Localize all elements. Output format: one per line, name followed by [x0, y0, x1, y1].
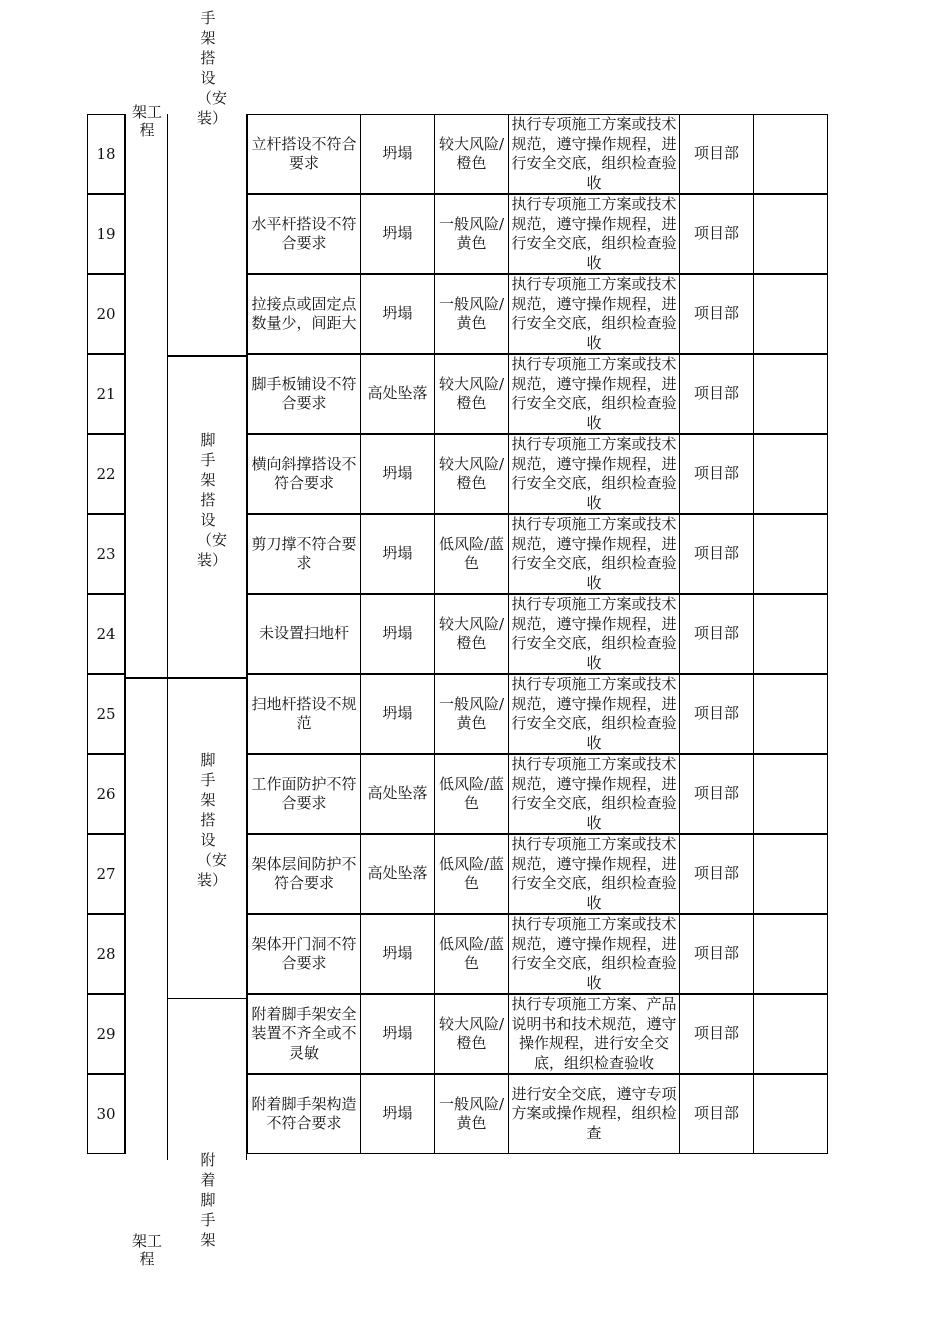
remark-cell: [754, 354, 828, 434]
row-number: 25: [88, 674, 126, 754]
row-number: 23: [88, 514, 126, 594]
row-number-row: [88, 354, 126, 434]
remark-cell: [754, 434, 828, 514]
group-divider-3: [167, 998, 247, 999]
row-number-row: [88, 754, 126, 834]
control-measure-cell: 执行专项施工方案或技术规范，遵守操作规程，进行安全交底，组织检查验收: [509, 115, 680, 195]
row-number-row: [88, 115, 126, 195]
row-number: 29: [88, 994, 126, 1074]
group-1-category-vertical: 脚手架搭设（安装）: [197, 431, 228, 569]
row-number-row: [88, 994, 126, 1074]
responsible-unit-cell: 项目部: [680, 994, 754, 1074]
row-number-row: [88, 1074, 126, 1154]
table-row: [248, 274, 828, 354]
risk-item-cell: 架体层间防护不符合要求: [248, 834, 361, 914]
responsible-unit-cell: 项目部: [680, 514, 754, 594]
risk-level-cell: 较大风险/橙色: [435, 594, 509, 674]
top-category-vertical: 手架搭设（安装）: [197, 9, 228, 127]
remark-cell: [754, 754, 828, 834]
remark-cell: [754, 514, 828, 594]
row-number: 19: [88, 194, 126, 274]
risk-level-cell: 较大风险/橙色: [435, 994, 509, 1074]
control-measure-cell: 执行专项施工方案或技术规范，遵守操作规程，进行安全交底，组织检查验收: [509, 594, 680, 674]
row-number-row: [88, 194, 126, 274]
group-divider-1: [167, 355, 247, 357]
table-row: [248, 594, 828, 674]
accident-type-cell: 高处坠落: [361, 354, 435, 434]
risk-item-cell: 立杆搭设不符合要求: [248, 115, 361, 195]
control-measure-cell: 执行专项施工方案或技术规范，遵守操作规程，进行安全交底，组织检查验收: [509, 834, 680, 914]
bottom-project-label: 架工程: [131, 1232, 162, 1268]
table-row: [248, 115, 828, 195]
table-row: [248, 674, 828, 754]
row-number-row: [88, 274, 126, 354]
risk-level-cell: 低风险/蓝色: [435, 834, 509, 914]
risk-level-cell: 低风险/蓝色: [435, 514, 509, 594]
risk-level-cell: 一般风险/黄色: [435, 274, 509, 354]
accident-type-cell: 坍塌: [361, 994, 435, 1074]
accident-type-cell: 坍塌: [361, 115, 435, 195]
responsible-unit-cell: 项目部: [680, 834, 754, 914]
accident-type-cell: 坍塌: [361, 594, 435, 674]
control-measure-cell: 执行专项施工方案或技术规范，遵守操作规程，进行安全交底，组织检查验收: [509, 754, 680, 834]
row-number-column: [87, 114, 126, 1154]
risk-item-cell: 脚手板铺设不符合要求: [248, 354, 361, 434]
control-measure-cell: 执行专项施工方案或技术规范，遵守操作规程，进行安全交底，组织检查验收: [509, 194, 680, 274]
remark-cell: [754, 674, 828, 754]
remark-cell: [754, 914, 828, 994]
risk-level-cell: 低风险/蓝色: [435, 754, 509, 834]
row-number: 26: [88, 754, 126, 834]
accident-type-cell: 坍塌: [361, 434, 435, 514]
table-row: [248, 514, 828, 594]
table-row: [248, 194, 828, 274]
control-measure-cell: 执行专项施工方案或技术规范，遵守操作规程，进行安全交底，组织检查验收: [509, 434, 680, 514]
responsible-unit-cell: 项目部: [680, 914, 754, 994]
row-number-row: [88, 594, 126, 674]
remark-cell: [754, 194, 828, 274]
risk-level-cell: 一般风险/黄色: [435, 194, 509, 274]
risk-level-cell: 一般风险/黄色: [435, 1074, 509, 1154]
row-number: 20: [88, 274, 126, 354]
row-number: 18: [88, 115, 126, 195]
row-number: 28: [88, 914, 126, 994]
table-row: [248, 434, 828, 514]
responsible-unit-cell: 项目部: [680, 434, 754, 514]
row-number: 27: [88, 834, 126, 914]
control-measure-cell: 执行专项施工方案、产品说明书和技术规范，遵守操作规程，进行安全交底，组织检查验收: [509, 994, 680, 1074]
accident-type-cell: 高处坠落: [361, 754, 435, 834]
risk-item-cell: 拉接点或固定点数量少，间距大: [248, 274, 361, 354]
remark-cell: [754, 274, 828, 354]
accident-type-cell: 坍塌: [361, 514, 435, 594]
risk-table: [247, 114, 828, 1154]
group-divider-2: [125, 677, 247, 679]
risk-item-cell: 工作面防护不符合要求: [248, 754, 361, 834]
remark-cell: [754, 594, 828, 674]
risk-item-cell: 附着脚手架安全装置不齐全或不灵敏: [248, 994, 361, 1074]
remark-cell: [754, 1074, 828, 1154]
responsible-unit-cell: 项目部: [680, 115, 754, 195]
project-column-divider: [167, 114, 168, 1160]
responsible-unit-cell: 项目部: [680, 274, 754, 354]
accident-type-cell: 坍塌: [361, 274, 435, 354]
responsible-unit-cell: 项目部: [680, 674, 754, 754]
risk-level-cell: 一般风险/黄色: [435, 674, 509, 754]
table-row: [248, 994, 828, 1074]
group-2-category-vertical: 脚手架搭设（安装）: [197, 751, 228, 889]
responsible-unit-cell: 项目部: [680, 1074, 754, 1154]
table-row: [248, 914, 828, 994]
row-number-row: [88, 434, 126, 514]
accident-type-cell: 坍塌: [361, 914, 435, 994]
table-row: [248, 1074, 828, 1154]
risk-level-cell: 较大风险/橙色: [435, 434, 509, 514]
risk-item-cell: 剪刀撑不符合要求: [248, 514, 361, 594]
control-measure-cell: 进行安全交底，遵守专项方案或操作规程，组织检查: [509, 1074, 680, 1154]
remark-cell: [754, 994, 828, 1074]
control-measure-cell: 执行专项施工方案或技术规范，遵守操作规程，进行安全交底，组织检查验收: [509, 674, 680, 754]
row-number-row: [88, 834, 126, 914]
control-measure-cell: 执行专项施工方案或技术规范，遵守操作规程，进行安全交底，组织检查验收: [509, 354, 680, 434]
remark-cell: [754, 834, 828, 914]
group-3-category-vertical: 附着脚手架: [200, 1151, 216, 1249]
row-number-row: [88, 674, 126, 754]
control-measure-cell: 执行专项施工方案或技术规范，遵守操作规程，进行安全交底，组织检查验收: [509, 914, 680, 994]
row-number: 21: [88, 354, 126, 434]
table-row: [248, 834, 828, 914]
risk-item-cell: 横向斜撑搭设不符合要求: [248, 434, 361, 514]
risk-item-cell: 附着脚手架构造不符合要求: [248, 1074, 361, 1154]
table-row: [248, 754, 828, 834]
risk-item-cell: 扫地杆搭设不规范: [248, 674, 361, 754]
accident-type-cell: 坍塌: [361, 1074, 435, 1154]
remark-cell: [754, 115, 828, 195]
responsible-unit-cell: 项目部: [680, 194, 754, 274]
risk-item-cell: 未设置扫地杆: [248, 594, 361, 674]
risk-level-cell: 低风险/蓝色: [435, 914, 509, 994]
accident-type-cell: 高处坠落: [361, 834, 435, 914]
top-project-label: 架工程: [131, 103, 162, 139]
row-number-row: [88, 914, 126, 994]
table-row: [248, 354, 828, 434]
row-number: 30: [88, 1074, 126, 1154]
risk-item-cell: 架体开门洞不符合要求: [248, 914, 361, 994]
responsible-unit-cell: 项目部: [680, 594, 754, 674]
risk-level-cell: 较大风险/橙色: [435, 115, 509, 195]
accident-type-cell: 坍塌: [361, 194, 435, 274]
row-number: 22: [88, 434, 126, 514]
row-number: 24: [88, 594, 126, 674]
control-measure-cell: 执行专项施工方案或技术规范，遵守操作规程，进行安全交底，组织检查验收: [509, 514, 680, 594]
accident-type-cell: 坍塌: [361, 674, 435, 754]
risk-level-cell: 较大风险/橙色: [435, 354, 509, 434]
row-number-row: [88, 514, 126, 594]
responsible-unit-cell: 项目部: [680, 354, 754, 434]
responsible-unit-cell: 项目部: [680, 754, 754, 834]
risk-item-cell: 水平杆搭设不符合要求: [248, 194, 361, 274]
control-measure-cell: 执行专项施工方案或技术规范，遵守操作规程，进行安全交底，组织检查验收: [509, 274, 680, 354]
